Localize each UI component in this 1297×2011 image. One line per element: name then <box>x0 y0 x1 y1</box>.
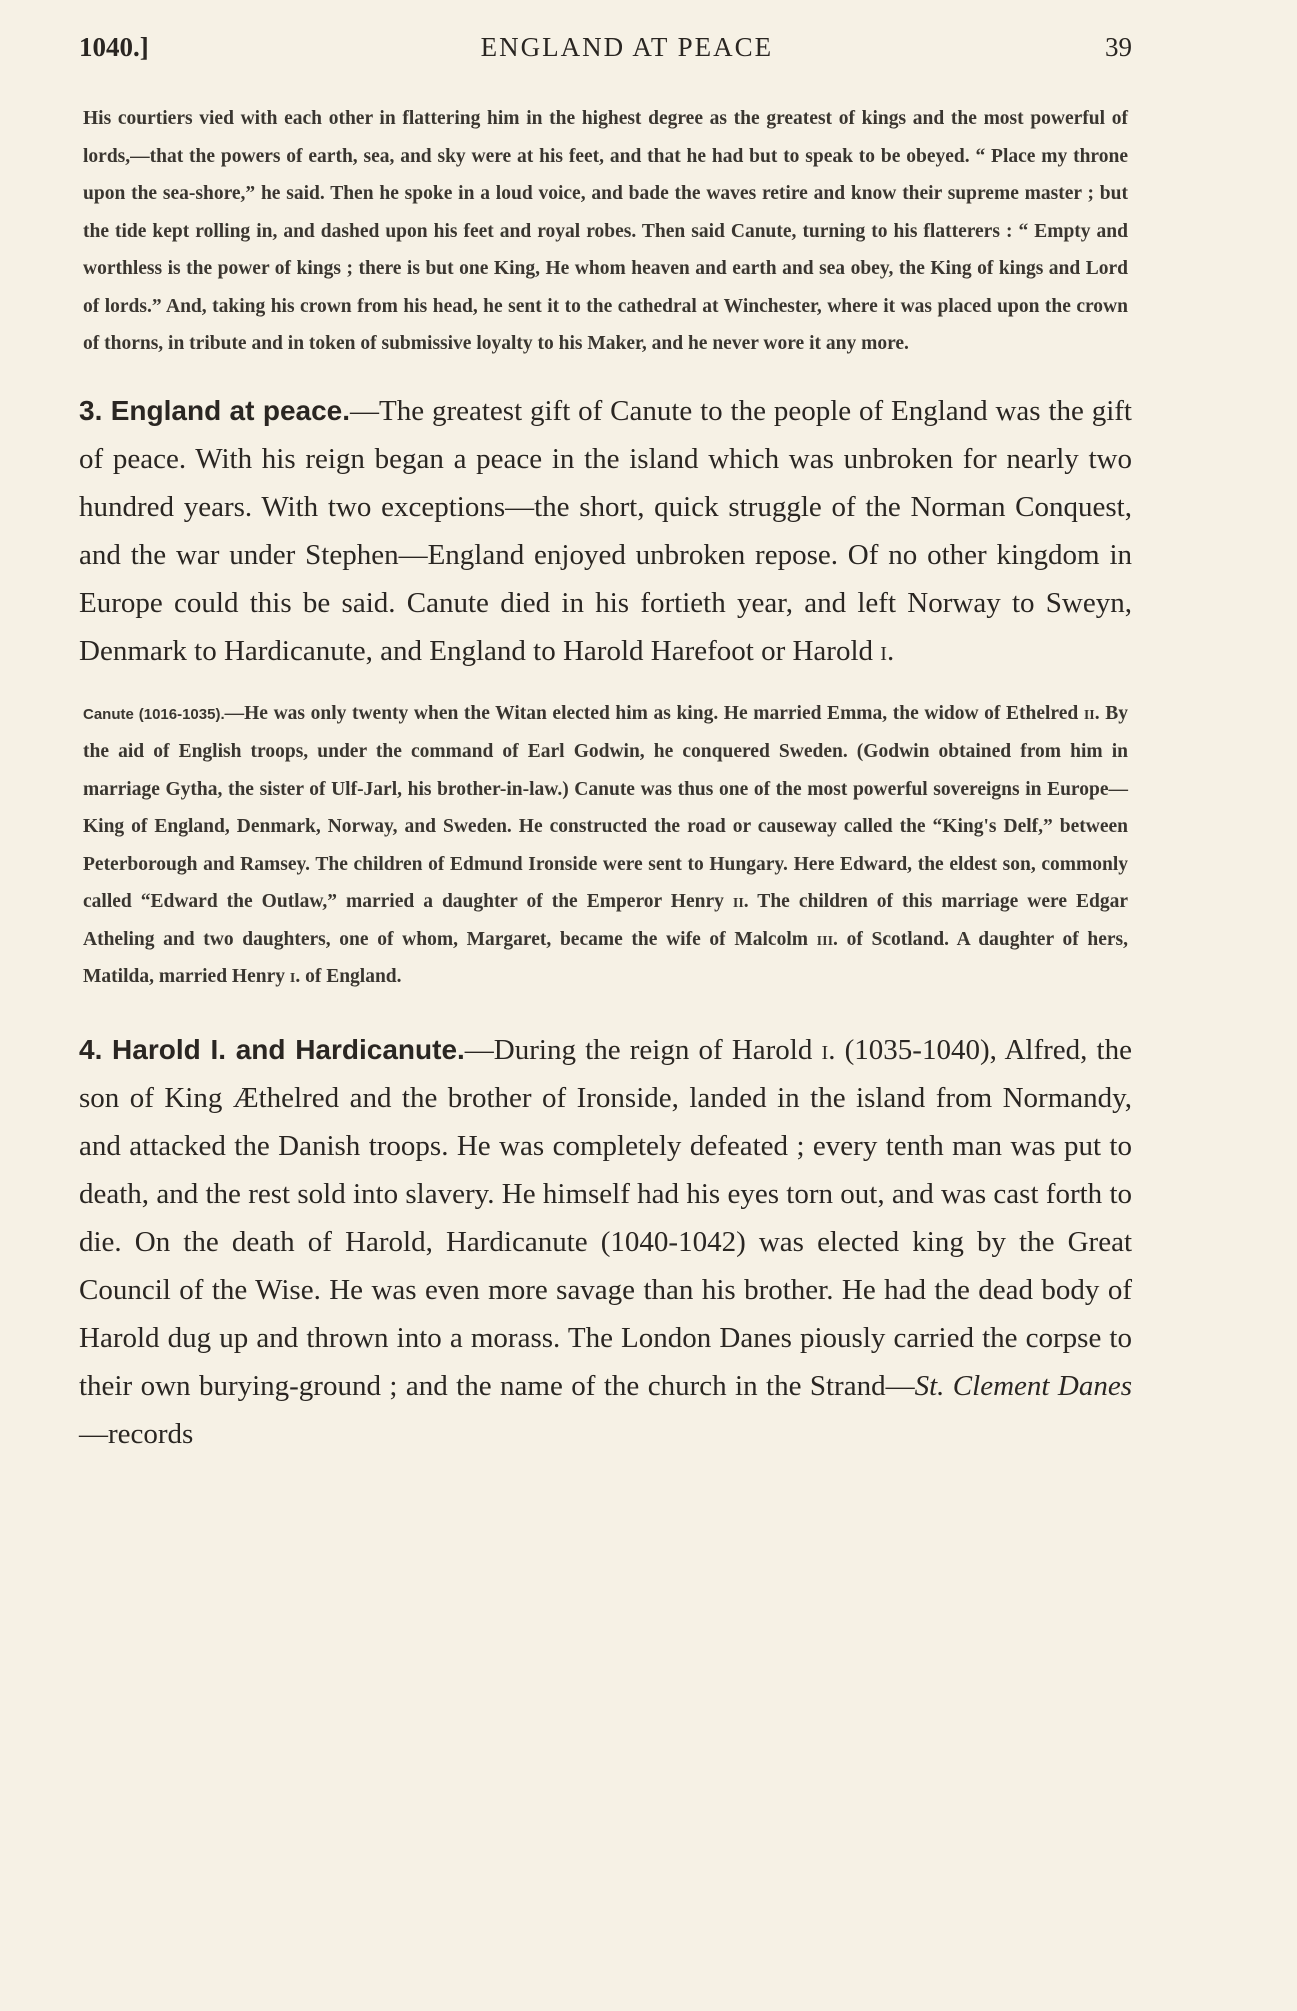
roman-numeral: ii <box>732 891 744 912</box>
running-head <box>79 32 1132 72</box>
canute-note-heading: Canute (1016-1035). <box>83 705 225 723</box>
canute-note <box>79 695 1132 996</box>
roman-numeral: ii <box>1083 702 1095 724</box>
canute-note-text: . of England. <box>295 966 402 987</box>
canute-note-text: . of Scotland. A daughter of hers, Matilda, married Henry <box>83 928 1128 987</box>
section-4-body: . (1035-1040), Alfred, the son of King Æthelred and the brother of Ironside, landed in the island from Normandy, and attacked the Danish troops. He was completely defeated ; every tenth man was put to death, and the rest sold into slavery. He himself had his eyes torn out, and was cast forth to die. On the death of Harold, Hardicanute (1040-1042) was elected king by the Great Council of the Wise. He was even more savage than his brother. He had the dead body of Harold dug up and thrown into a morass. The London Danes piously carried the corpse to their own burying-ground ; and the name of the church in the Strand— <box>79 1033 1132 1402</box>
roman-numeral: i <box>880 634 887 667</box>
canute-note-text: —He was only twenty when the Witan elected him as king. He married Emma, the widow of Ethelred <box>224 702 1084 724</box>
header-date: 1040.] <box>79 32 149 62</box>
church-name: St. Clement Danes <box>914 1369 1132 1402</box>
page-number: 39 <box>1104 32 1132 62</box>
header-title: ENGLAND AT PEACE <box>480 32 774 62</box>
intro-paragraph: His courtiers vied with each other in flattering him in the highest degree as the greatest of kings and the most powerful of lords,—that the powers of earth, sea, and sky were at his feet, and that he had but to speak to be obeyed. “ Place my throne upon the sea-shore,” he said. Then he spoke in a loud voice, and bade the waves retire and know their supreme master ; but the tide kept rolling in, and dashed upon his feet and royal robes. Then said Canute, turning to his flatterers : “ Empty and worthless is the power of kings ; there is but one King, He whom heaven and earth and sea obey, the King of kings and Lord of lords.” And, taking his crown from his head, he sent it to the cathedral at Winchester, where it was placed upon the crown of thorns, in tribute and in token of submissive loyalty to his Maker, and he never wore it any more. <box>83 108 1128 354</box>
section-3-heading: 3. England at peace. <box>79 394 351 426</box>
canute-note-text: . The children of this marriage were Edgar Atheling and two daughters, one of whom, Margaret, became the wife of Malcolm <box>83 891 1128 950</box>
roman-numeral: i <box>821 1033 829 1066</box>
section-3-body-end: . <box>886 634 895 667</box>
section-4-heading: 4. Harold I. and Hardicanute. <box>79 1033 465 1065</box>
roman-numeral: i <box>289 966 296 987</box>
section-3-body: —The greatest gift of Canute to the people of England was the gift of peace. With his reign began a peace in the island which was unbroken for nearly two hundred years. With two exceptions—the short, quick struggle of the Norman Conquest, and the war under Stephen—England enjoyed unbroken repose. Of no other kingdom in Europe could this be said. Canute died in his fortieth year, and left Norway to Sweyn, Denmark to Hardicanute, and England to Harold Harefoot or Harold <box>79 394 1132 667</box>
canute-note-text: . By the aid of English troops, under the command of Earl Godwin, he conquered Sweden. (Godwin obtained from him in marriage Gytha, the sister of Ulf-Jarl, his brother-in-law.) Canute was thus one of the most powerful sovereigns in Europe—King of England, Denmark, Norway, and Sweden. He constructed the road or causeway called the “King's Delf,” between Peterborough and Ramsey. The children of Edmund Ironside were sent to Hungary. Here Edward, the eldest son, commonly called “Edward the Outlaw,” married a daughter of the Emperor Henry <box>83 702 1128 912</box>
section-4-body: —During the reign of Harold <box>464 1033 822 1066</box>
section-3-paragraph <box>79 387 1132 675</box>
book-page <box>79 32 1132 1458</box>
section-4-paragraph <box>79 1026 1132 1458</box>
section-4-body-end: —records <box>79 1417 194 1450</box>
roman-numeral: iii <box>816 928 834 950</box>
